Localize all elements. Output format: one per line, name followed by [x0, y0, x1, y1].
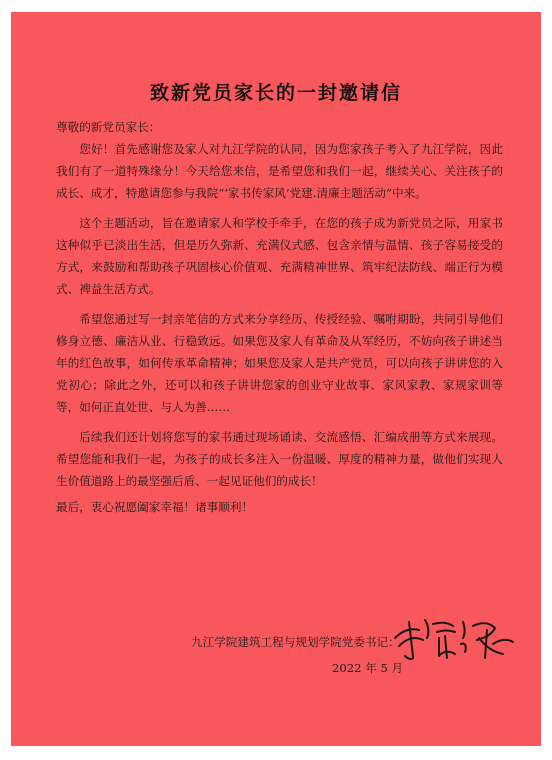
paragraph-1: 您好！首先感谢您及家人对九江学院的认同，因为您家孩子考入了九江学院，因此我们有了一道特殊缘分！今天给您来信，是希望您和我们一起，继续关心、关注孩子的成长、成才，特邀请您参与我院“‘家书传家风’党建.清廉主题活动”中来。 [56, 142, 503, 200]
letter-page [11, 12, 541, 746]
paragraph-3: 希望您通过写一封亲笔信的方式来分享经历、传授经验、嘱咐期盼，共同引导他们修身立德、廉洁从业、行稳致远。如果您及家人有革命及从军经历，不妨向孩子讲述当年的红色故事，如何传承革命精神；如果您及家人是共产党员，可以向孩子讲讲您的入党初心；除此之外，还可以和孩子讲讲您家的创业守业故事、家风家教、家规家训等等，如何正直处世、与人为善…… [56, 312, 503, 414]
paragraph-2: 这个主题活动，旨在邀请家人和学校手牵手，在您的孩子成为新党员之际，用家书这种似乎已淡出生活，但是历久弥新、充满仪式感、包含亲情与温情、孩子容易接受的方式，来鼓励和帮助孩子巩固核心价值观、充满精神世界、筑牢纪法防线、端正行为模式、裨益生活方式。 [56, 216, 503, 296]
letter-date: 2022 年 5 月 [332, 661, 404, 675]
letter-title: 致新党员家长的一封邀请信 [149, 82, 402, 104]
handwritten-signature [389, 608, 519, 664]
letter-body [56, 116, 503, 526]
closing-line: 最后，衷心祝愿阖家幸福！诸事顺利！ [56, 500, 254, 514]
paragraph-4: 后续我们还计划将您写的家书通过现场诵读、交流感悟、汇编成册等方式来展现。希望您能和我们一起，为孩子的成长多注入一份温暖、厚度的精神力量，做他们实现人生价值道路上的最坚强后盾、一起见证他们的成长！ [56, 430, 503, 488]
salutation: 尊敬的新党员家长： [56, 120, 161, 134]
signature-title: 九江学院建筑工程与规划学院党委书记： [191, 635, 400, 649]
